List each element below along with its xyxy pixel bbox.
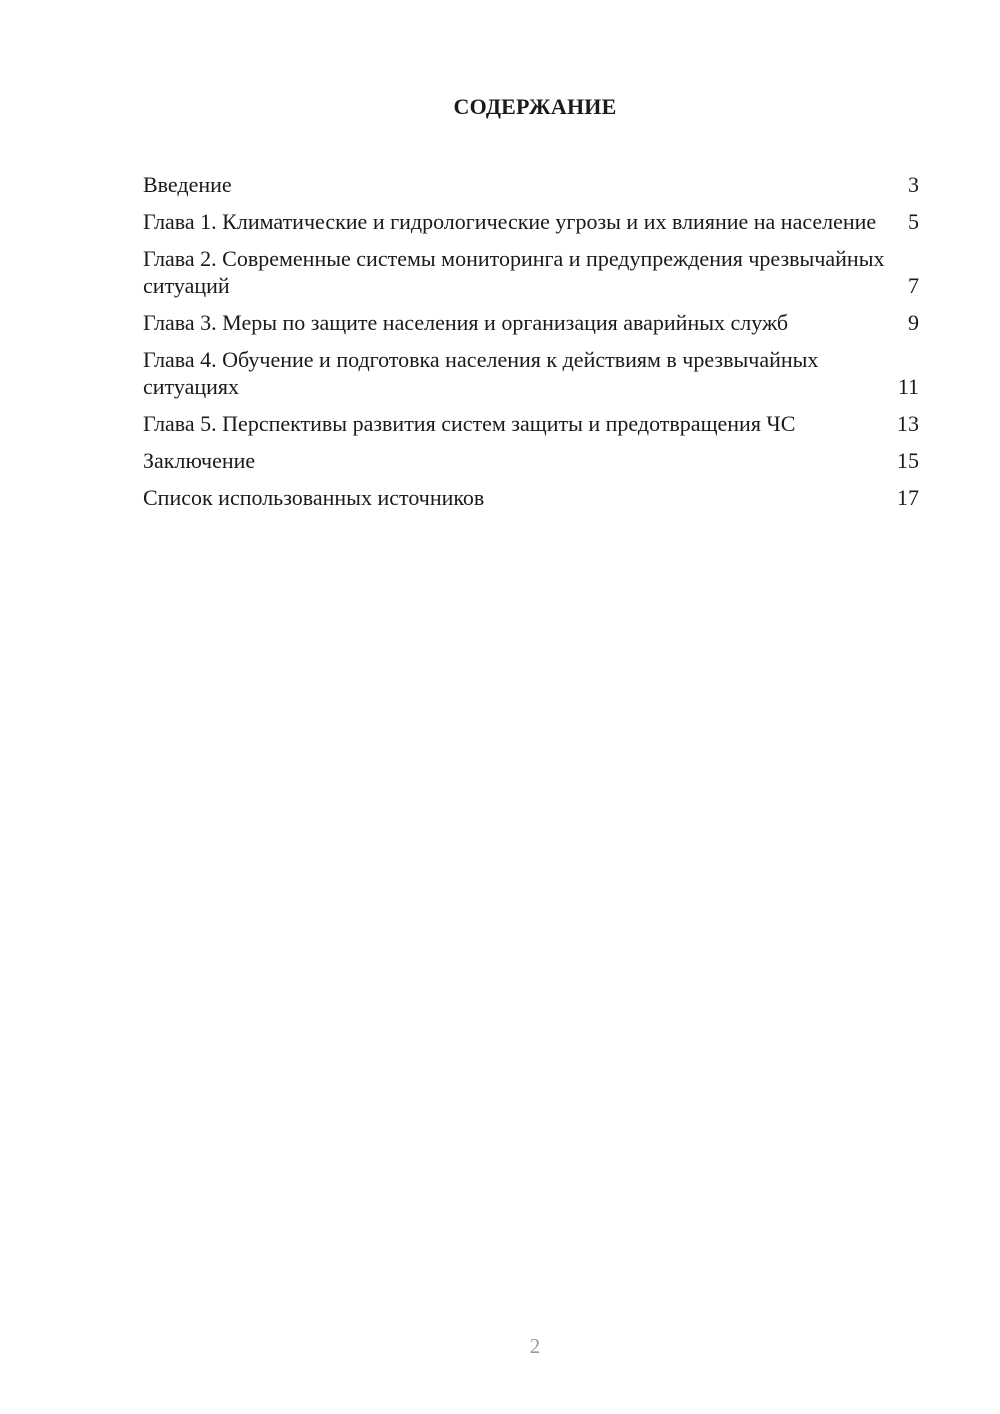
toc-entry-page: 13 — [897, 411, 919, 436]
toc-entry-chapter-3 — [143, 309, 919, 336]
toc-entry-page: 15 — [897, 448, 919, 473]
page-title: СОДЕРЖАНИЕ — [453, 94, 617, 119]
toc-entry-page: 11 — [897, 374, 919, 399]
toc-entry-chapter-2 — [143, 245, 919, 299]
page-number: 2 — [529, 1334, 541, 1358]
toc-entry-conclusion — [143, 447, 919, 474]
toc-entry-text: Глава 4. Обучение и подготовка населения к действиям в чрезвычайных ситуациях — [143, 347, 819, 399]
toc-entry-chapter-5 — [143, 410, 919, 437]
toc-entry-text: Введение — [143, 172, 232, 197]
table-of-contents — [143, 171, 919, 521]
toc-entry-text: Глава 3. Меры по защите населения и организация аварийных служб — [143, 310, 789, 335]
toc-entry-page: 5 — [908, 209, 919, 234]
toc-entry-page: 3 — [908, 172, 919, 197]
toc-entry-text: Глава 5. Перспективы развития систем защиты и предотвращения ЧС — [143, 411, 796, 436]
toc-entry-introduction — [143, 171, 919, 198]
toc-entry-text: Список использованных источников — [143, 485, 485, 510]
toc-entry-chapter-4 — [143, 346, 919, 400]
toc-entry-page: 17 — [897, 485, 919, 510]
toc-entry-text: Глава 1. Климатические и гидрологические угрозы и их влияние на население — [143, 209, 877, 234]
toc-entry-text: Глава 2. Современные системы мониторинга и предупреждения чрезвычайных ситуаций — [143, 246, 885, 298]
toc-entry-page: 7 — [908, 273, 919, 298]
toc-entry-references — [143, 484, 919, 511]
toc-entry-chapter-1 — [143, 208, 919, 235]
toc-entry-page: 9 — [908, 310, 919, 335]
toc-entry-text: Заключение — [143, 448, 256, 473]
